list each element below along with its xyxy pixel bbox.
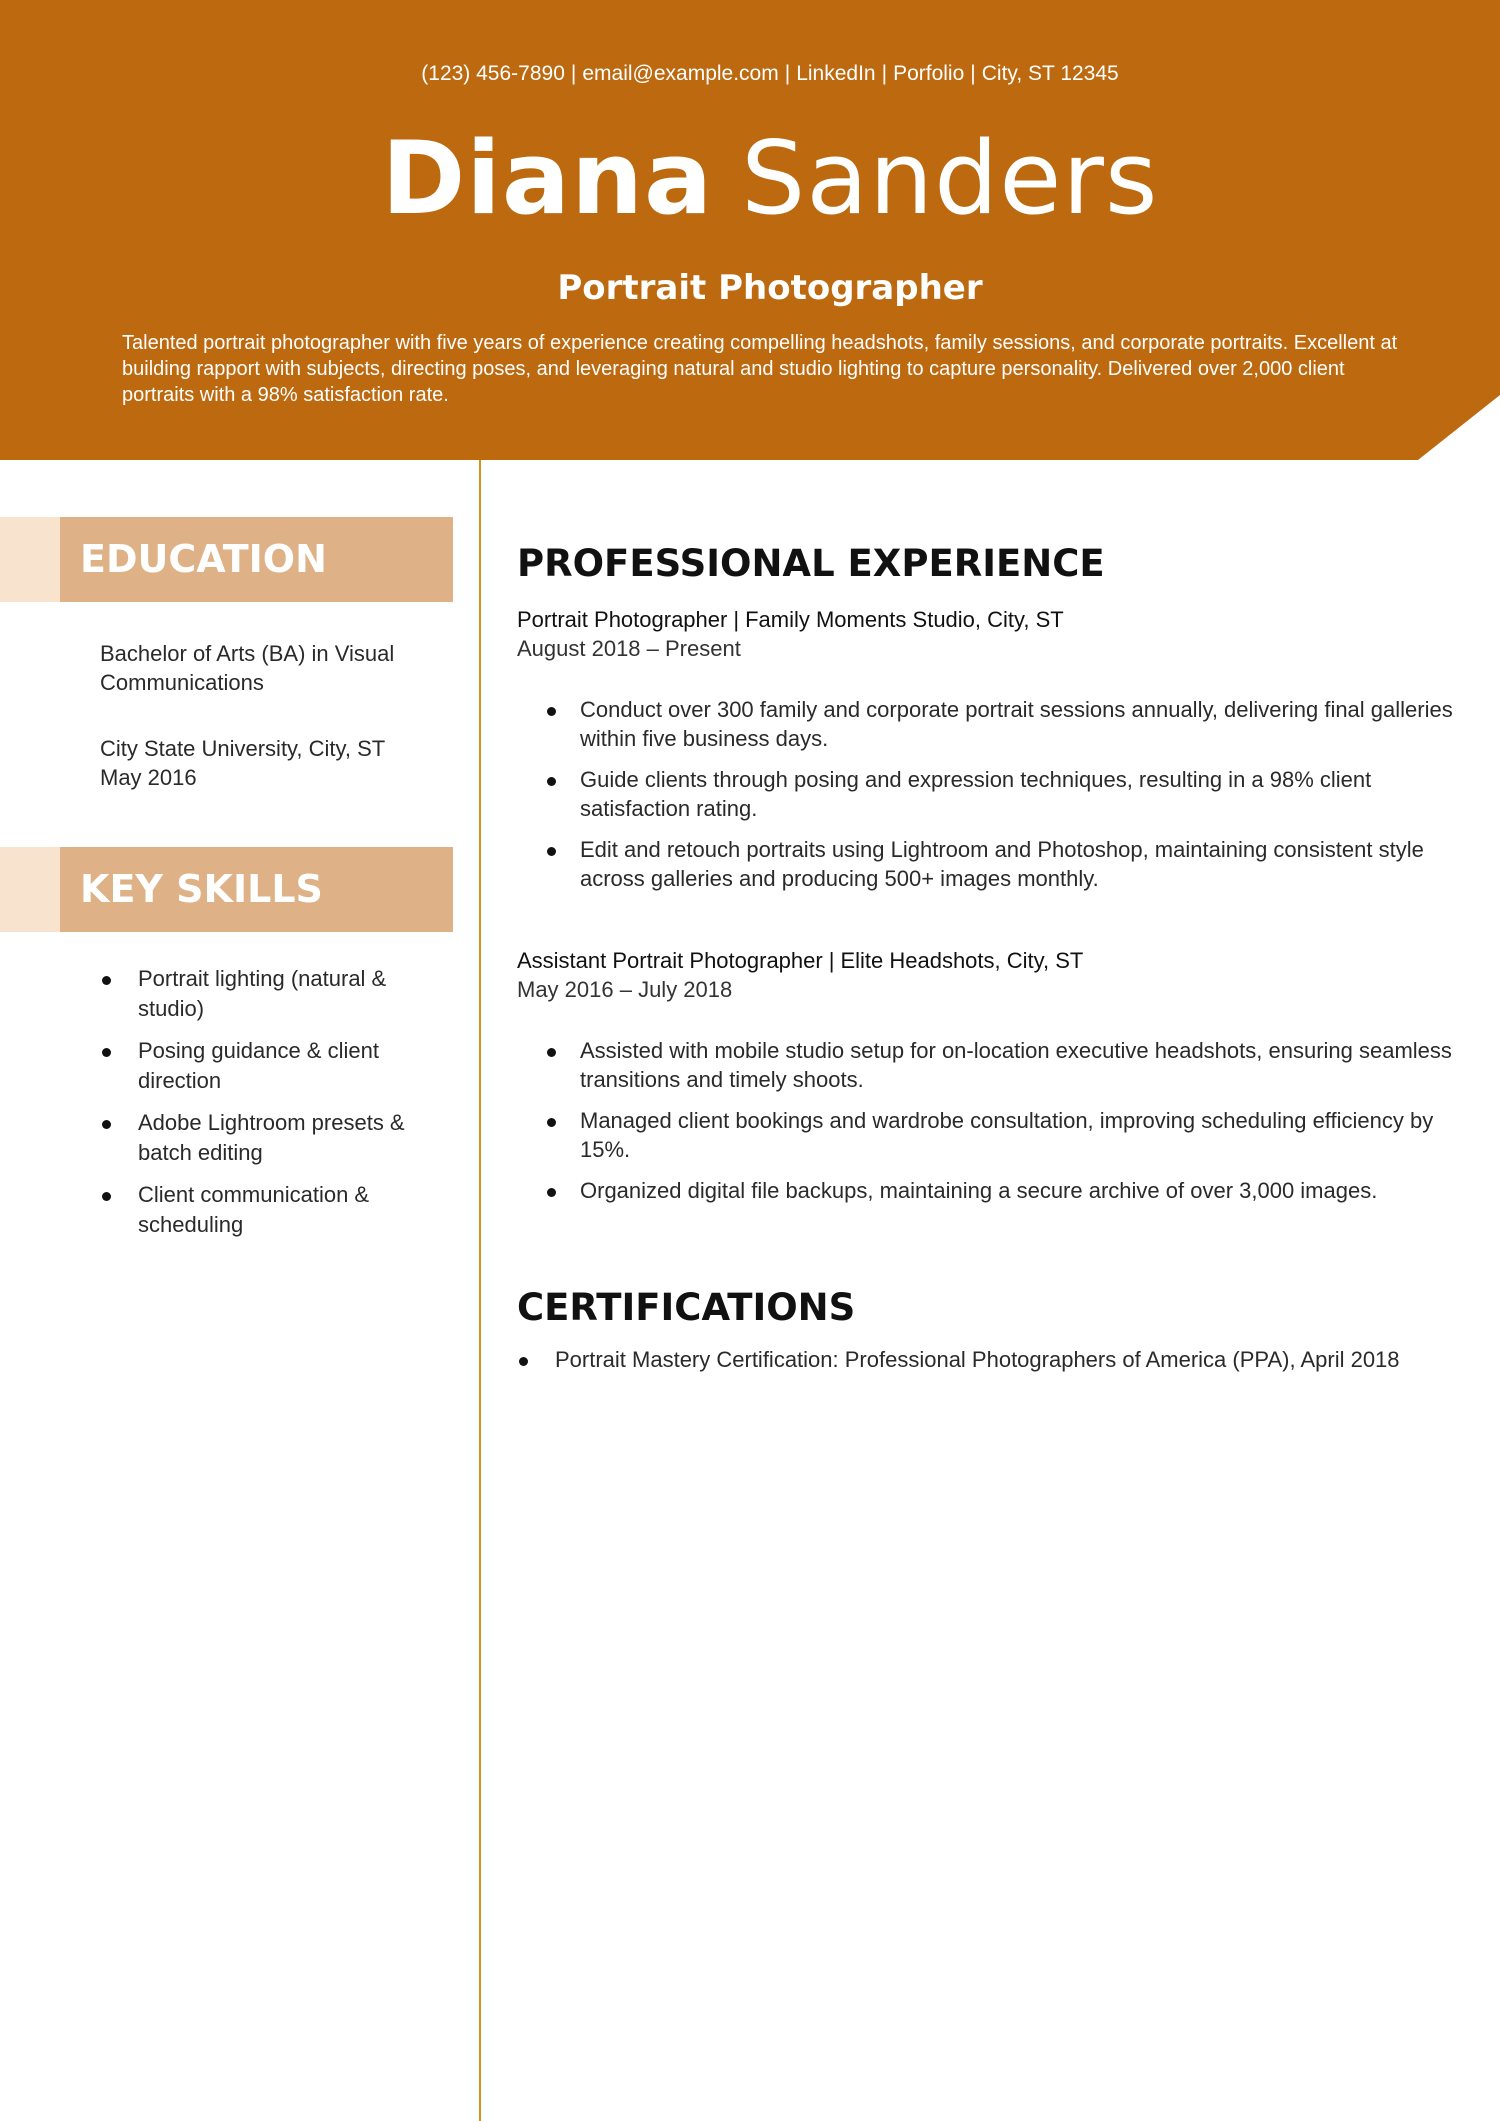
contact-phone: (123) 456-7890 [421, 62, 565, 85]
education-band-accent [0, 517, 60, 602]
first-name: Diana [381, 119, 714, 237]
job-1-title: Portrait Photographer [517, 607, 728, 632]
skill-text: Client communication & scheduling [138, 1182, 370, 1237]
skill-text: Portrait lighting (natural & studio) [138, 966, 387, 1021]
skills-heading: KEY SKILLS [60, 847, 453, 932]
job-role: Portrait Photographer [557, 268, 983, 308]
bullet-text: Edit and retouch portraits using Lightroom and Photoshop, maintaining consistent style across galleries and producing 500+ images monthly. [580, 837, 1424, 891]
contact-line [0, 62, 1500, 86]
bullet-icon [102, 976, 111, 985]
column-divider [479, 460, 481, 2121]
contact-separator: | [881, 62, 888, 85]
education-date: May 2016 [100, 765, 197, 790]
bullet-text: Guide clients through posing and expression techniques, resulting in a 98% client satisfaction rating. [580, 767, 1372, 821]
certification-text: Portrait Mastery Certification: Professional Photographers of America (PPA), April 2018 [555, 1347, 1400, 1372]
job-2-title: Assistant Portrait Photographer [517, 948, 823, 973]
bullet-icon [547, 1118, 556, 1127]
contact-separator: | [970, 62, 976, 85]
list-item [517, 1345, 1457, 1375]
bullet-icon [547, 1188, 556, 1197]
contact-portfolio[interactable]: Porfolio [893, 62, 965, 85]
last-name: Sanders [741, 119, 1159, 237]
candidate-name [0, 119, 1500, 237]
title-separator: | [733, 607, 740, 632]
bullet-icon [519, 1357, 528, 1366]
skills-band-accent [0, 847, 60, 932]
bullet-text: Managed client bookings and wardrobe consultation, improving scheduling efficiency by 15%. [580, 1108, 1434, 1162]
list-item [545, 835, 1455, 893]
education-degree: Bachelor of Arts (BA) in Visual Communications [100, 641, 395, 695]
list-item [545, 1176, 1455, 1205]
job-2-title-line [517, 948, 1083, 974]
bullet-text: Assisted with mobile studio setup for on-location executive headshots, ensuring seamless transitions and timely shoots. [580, 1038, 1452, 1092]
bullet-text: Organized digital file backups, maintaining a secure archive of over 3,000 images. [580, 1178, 1378, 1203]
bullet-icon [102, 1120, 111, 1129]
education-heading: EDUCATION [60, 517, 453, 602]
contact-linkedin[interactable]: LinkedIn [796, 62, 876, 85]
list-item [545, 695, 1455, 753]
contact-separator: | [570, 62, 577, 85]
certifications-list [517, 1345, 1457, 1375]
summary-text: Talented portrait photographer with five years of experience creating compelling headshots, family sessions, and corporate portraits. Excellent at building rapport with subjects, directing poses, and leveraging natural and studio lighting to capture personality. Delivered over 2,000 client portraits with a 98% satisfaction rate. [122, 332, 1398, 406]
contact-location: City, ST 12345 [981, 62, 1119, 85]
skill-item [100, 1180, 450, 1240]
job-1-bullets [545, 695, 1455, 905]
bullet-icon [102, 1048, 111, 1057]
bullet-icon [547, 777, 556, 786]
job-1-dates: August 2018 – Present [517, 636, 741, 661]
experience-heading: PROFESSIONAL EXPERIENCE [517, 542, 1105, 585]
list-item [545, 1106, 1455, 1164]
skill-text: Adobe Lightroom presets & batch editing [138, 1110, 405, 1165]
skill-item [100, 1108, 450, 1168]
certifications-heading: CERTIFICATIONS [517, 1286, 856, 1329]
job-2-company: Elite Headshots, City, ST [840, 948, 1084, 973]
bullet-text: Conduct over 300 family and corporate portrait sessions annually, delivering final galleries within five business days. [580, 697, 1453, 751]
bullet-icon [102, 1192, 111, 1201]
skill-item [100, 964, 450, 1024]
bullet-icon [547, 1048, 556, 1057]
contact-email[interactable]: email@example.com [582, 62, 779, 85]
job-2-bullets [545, 1036, 1455, 1217]
bullet-icon [547, 847, 556, 856]
job-2-dates: May 2016 – July 2018 [517, 977, 733, 1002]
skill-item [100, 1036, 450, 1096]
bullet-icon [547, 707, 556, 716]
job-1-company: Family Moments Studio, City, ST [745, 607, 1064, 632]
contact-separator: | [784, 62, 791, 85]
list-item [545, 1036, 1455, 1094]
title-separator: | [828, 948, 835, 973]
job-1-title-line [517, 607, 1064, 633]
skills-list [100, 964, 450, 1252]
skill-text: Posing guidance & client direction [138, 1038, 379, 1093]
list-item [545, 765, 1455, 823]
education-school: City State University, City, ST [100, 736, 386, 761]
